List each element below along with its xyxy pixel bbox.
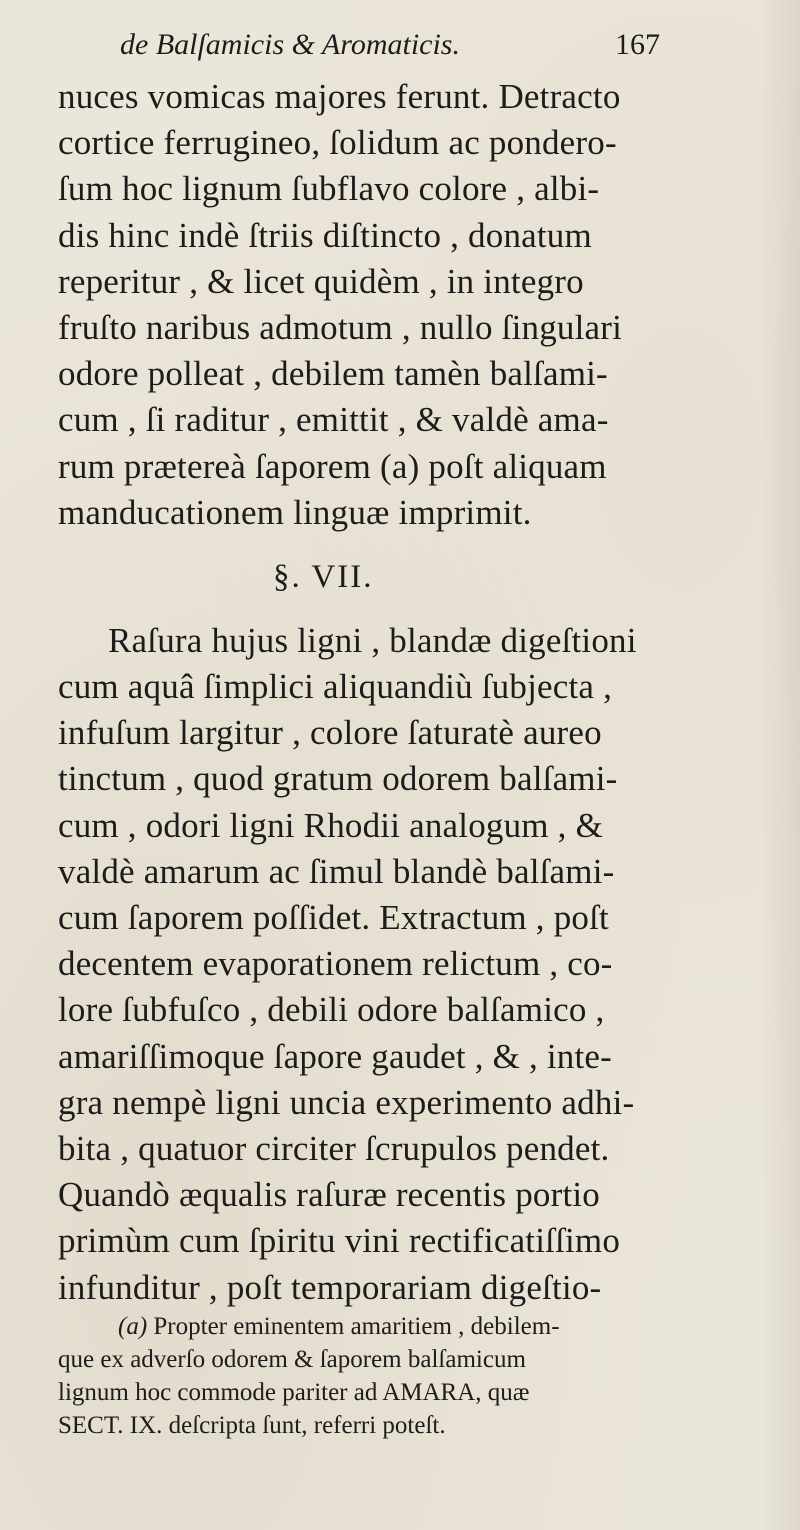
text-line: infunditur , poſt temporariam digeſtio- (58, 1267, 602, 1307)
text-line: amariſſimoque ſapore gaudet , & , inte- (58, 1036, 613, 1076)
section-heading: §. VII. (273, 558, 374, 595)
text-line: cum ſaporem poſſidet. Extractum , poſt (58, 898, 609, 937)
text-line: ſum hoc lignum ſubflavo colore , albi- (58, 169, 600, 209)
footnote-marker: (a) (118, 1313, 148, 1340)
text-line: Raſura hujus ligni , blandæ digeſtioni (108, 620, 637, 660)
text-line: cortice ferrugineo, ſolidum ac pondero- (58, 123, 617, 163)
text-line: gra nempè ligni uncia experimento adhi- (58, 1082, 635, 1122)
text-line: dis hinc indè ſtriis diſtincto , donatum (58, 215, 592, 255)
text-line: primùm cum ſpiritu vini rectificatiſſimo (58, 1221, 621, 1261)
text-line: odore polleat , debilem tamèn balſami- (58, 354, 608, 394)
footnote-line: SECT. IX. deſcripta ſunt, referri poteſt. (58, 1412, 446, 1439)
text-line: fruſto naribus admotum , nullo ſingulari (58, 307, 623, 347)
footnote-line: que ex adverſo odorem & ſaporem balſamicum (58, 1346, 526, 1373)
text-line: bita , quatuor circiter ſcrupulos pendet. (58, 1128, 610, 1168)
main-text (58, 74, 648, 1311)
text-line: lore ſubfuſco , debili odore balſamico , (58, 990, 605, 1030)
page-number: 167 (615, 28, 660, 61)
text-line: decentem evaporationem relictum , co- (58, 944, 613, 984)
footnote-line (58, 1310, 658, 1343)
running-header (120, 28, 660, 72)
text-line: cum , ſi raditur , emittit , & valdè ama- (58, 400, 609, 440)
text-line: cum aquâ ſimplici aliquandiù ſubjecta , (58, 667, 613, 707)
text-line: cum , odori ligni Rhodii analogum , & (58, 805, 603, 845)
text-line: tinctum , quod gratum odorem balſami- (58, 759, 618, 799)
text-line: nuces vomicas majores ferunt. Detracto (58, 77, 621, 116)
footnote (58, 1310, 658, 1442)
text-line: reperitur , & licet quidèm , in integro (58, 261, 584, 301)
footnote-text: Propter eminentem amaritiem , debilem- (153, 1313, 560, 1340)
text-line: Quandò æqualis raſuræ recentis portio (58, 1175, 601, 1215)
page-edge-shadow (760, 0, 800, 1530)
text-line: valdè amarum ac ſimul blandè balſami- (58, 851, 615, 891)
footnote-line: lignum hoc commode pariter ad AMARA, quæ (58, 1379, 530, 1406)
text-line: manducationem linguæ imprimit. (58, 492, 532, 532)
text-line: rum prætereà ſaporem (a) poſt aliquam (58, 446, 607, 486)
running-title: de Balſamicis & Aromaticis. (120, 28, 460, 61)
text-line: infuſum largitur , colore ſaturatè aureo (58, 713, 602, 753)
